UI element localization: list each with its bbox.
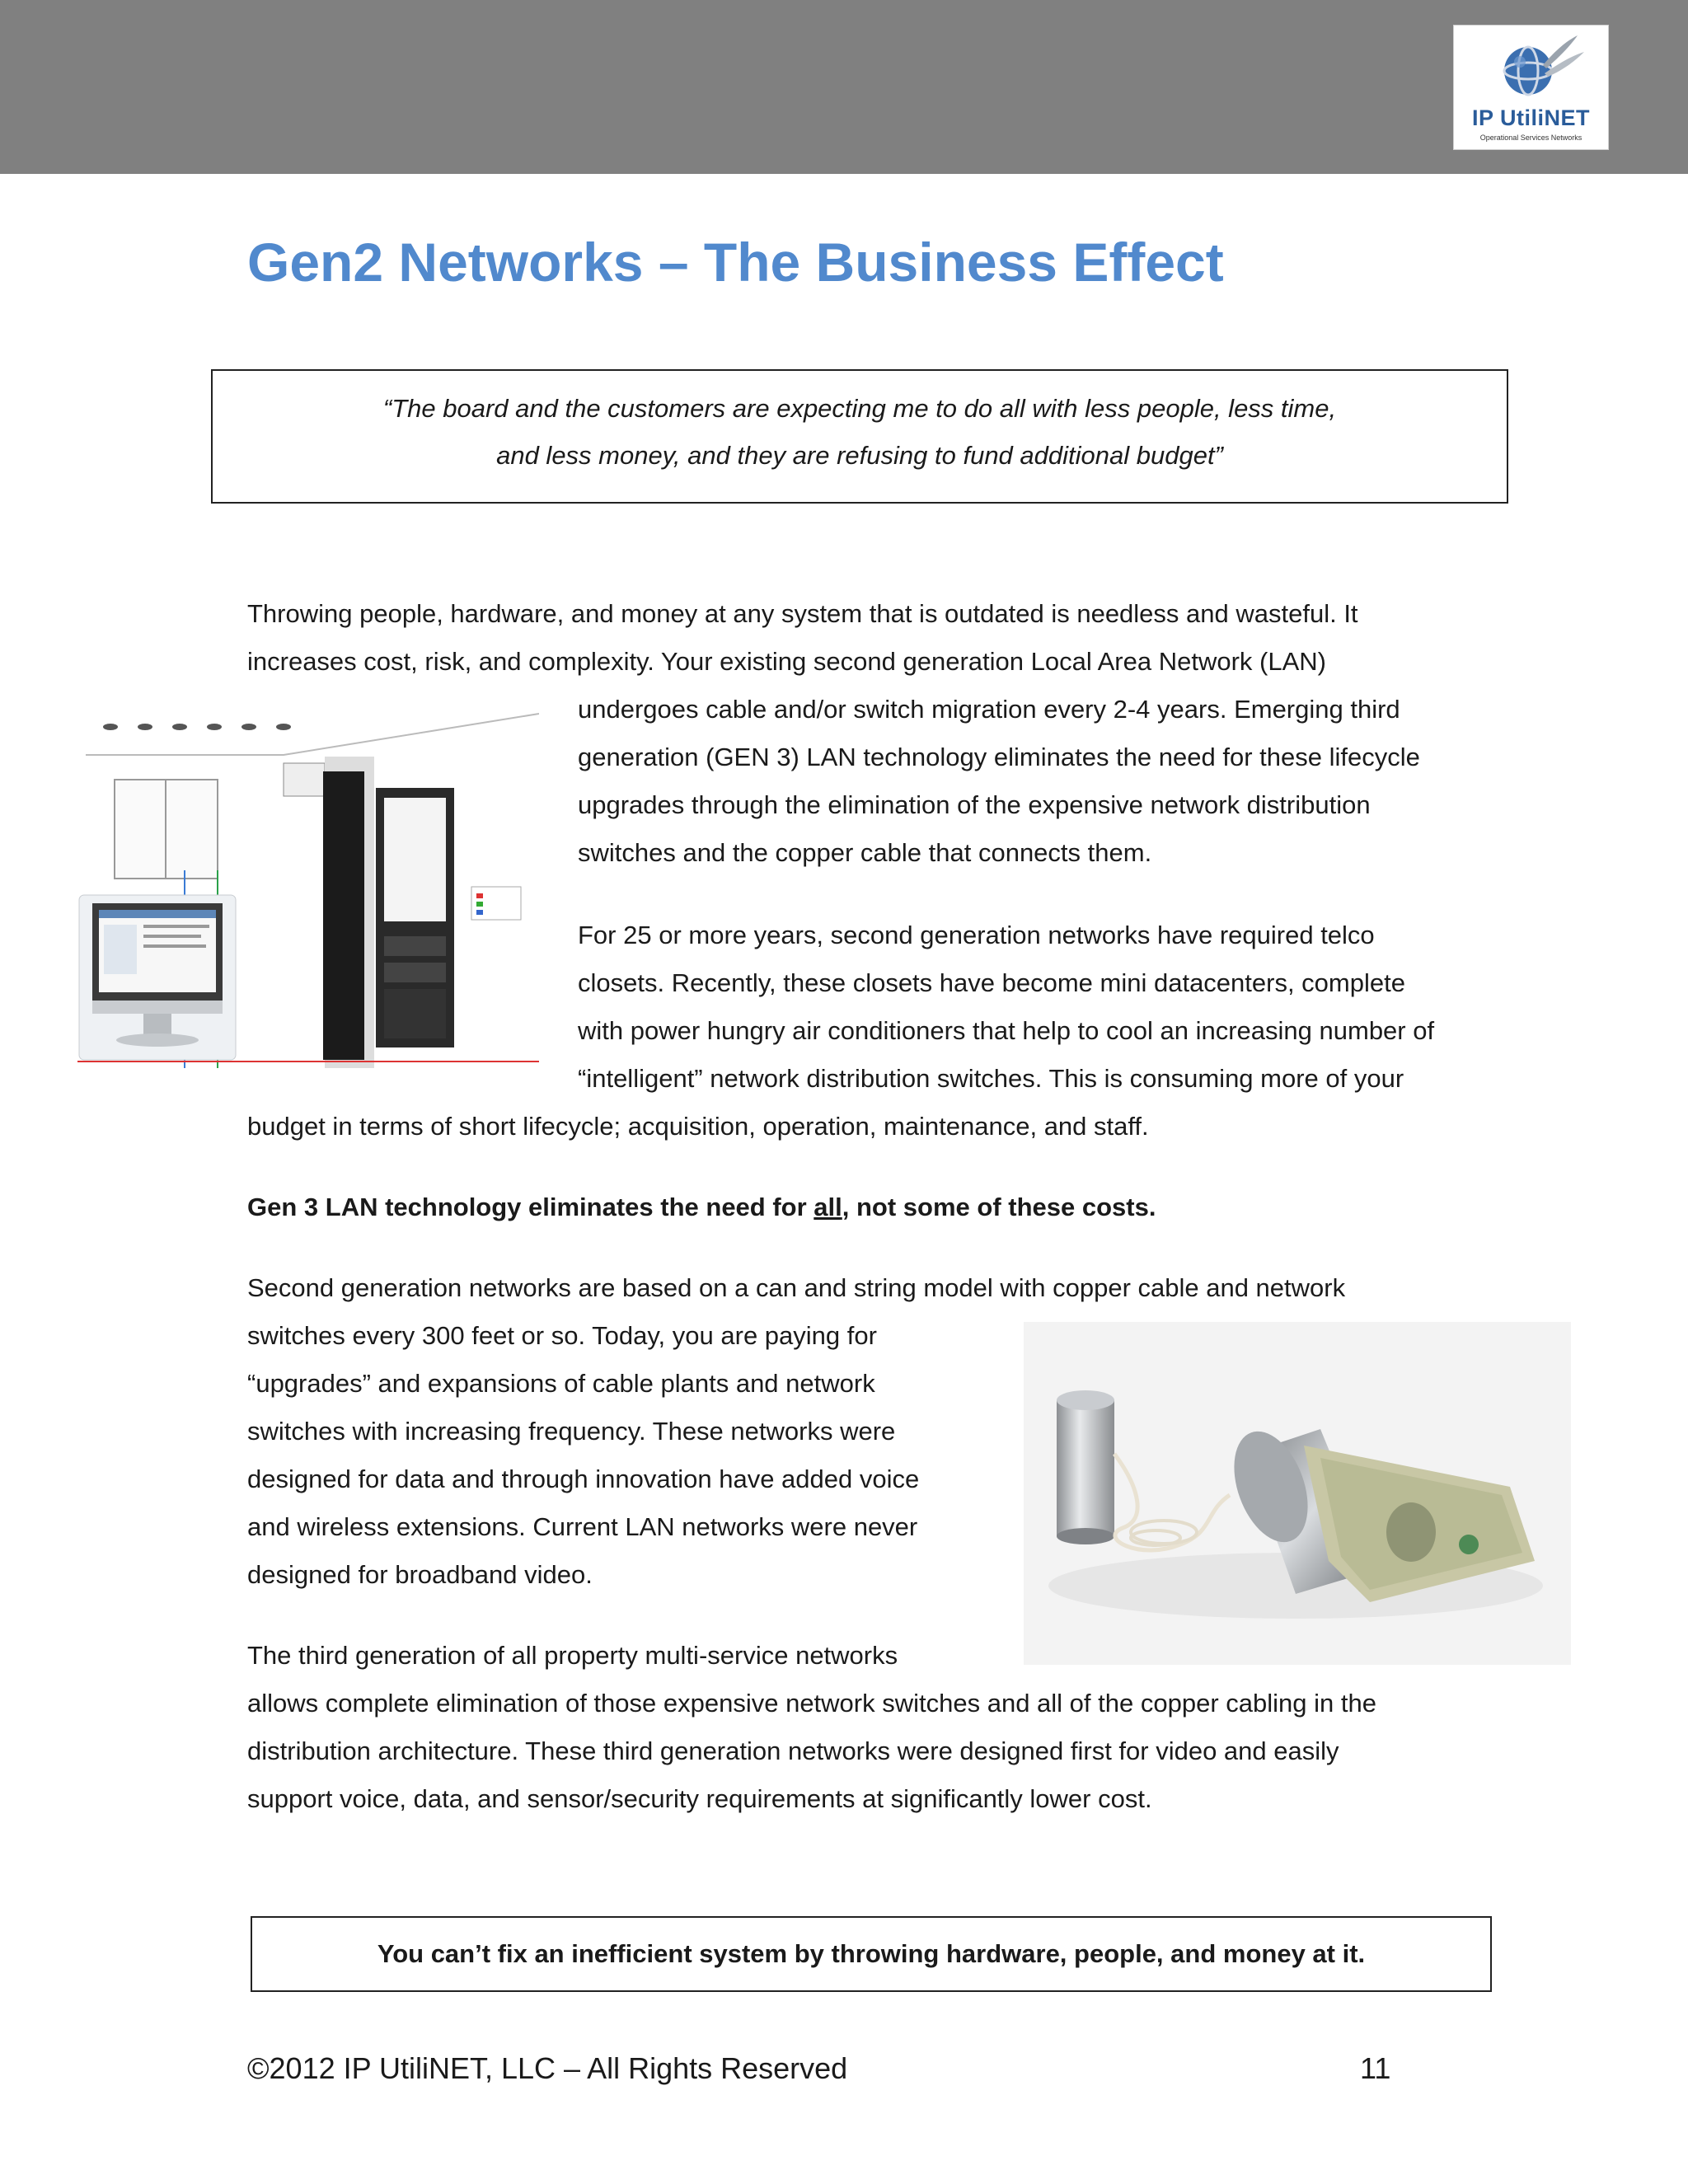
body-line: switches and the copper cable that connects them. [578,838,1152,867]
page-number: 11 [1360,2051,1391,2085]
body-line: switches with increasing frequency. These networks were [247,1417,896,1446]
body-line: support voice, data, and sensor/security requirements at significantly lower cost. [247,1784,1152,1813]
body-line: increases cost, risk, and complexity. Your existing second generation Local Area Network (LAN) [247,647,1326,676]
globe-logo-icon [1454,26,1610,108]
body-line: with power hungry air conditioners that help to cool an increasing number of [578,1016,1435,1045]
body-line: allows complete elimination of those expensive network switches and all of the copper cabling in the [247,1689,1376,1718]
body-line: generation (GEN 3) LAN technology eliminates the need for these lifecycle [578,743,1420,771]
body-line: distribution architecture. These third generation networks were designed first for video and easily [247,1736,1339,1765]
body-line: The third generation of all property multi-service networks [247,1641,898,1670]
body-line: “intelligent” network distribution switches. This is consuming more of your [578,1064,1404,1093]
body-line: For 25 or more years, second generation networks have required telco [578,921,1375,949]
quote-box [211,369,1508,504]
quote-line-1: “The board and the customers are expecting me to do all with less people, less time, [382,394,1337,423]
body-line: and wireless extensions. Current LAN networks were never [247,1512,918,1541]
company-logo [1453,25,1609,150]
quote-line-2: and less money, and they are refusing to fund additional budget” [496,441,1223,470]
emphasis-text: , not some of these costs. [842,1193,1156,1221]
body-line: designed for data and through innovation have added voice [247,1465,920,1493]
network-closet-illustration [77,705,539,1068]
tin-can-money-photo [1024,1322,1571,1665]
callout-box [251,1916,1492,1992]
body-line: undergoes cable and/or switch migration every 2-4 years. Emerging third [578,695,1400,724]
footer-copyright: ©2012 IP UtiliNET, LLC – All Rights Reserved [247,2051,848,2085]
body-line: Second generation networks are based on a can and string model with copper cable and network [247,1273,1346,1302]
body-line: “upgrades” and expansions of cable plants and network [247,1369,875,1398]
logo-tagline: Operational Services Networks [1479,134,1582,142]
emphasis-underlined: all [814,1193,842,1221]
body-line: budget in terms of short lifecycle; acquisition, operation, maintenance, and staff. [247,1112,1149,1141]
body-line: switches every 300 feet or so. Today, you are paying for [247,1321,877,1350]
body-line: Throwing people, hardware, and money at any system that is outdated is needless and wasteful. It [247,599,1358,628]
header-bar [0,0,1688,174]
body-line: closets. Recently, these closets have become mini datacenters, complete [578,968,1405,997]
callout-text: You can’t fix an inefficient system by throwing hardware, people, and money at it. [377,1939,1366,1968]
body-line: designed for broadband video. [247,1560,593,1589]
logo-name: IP UtiliNET [1471,105,1591,130]
emphasis-text: Gen 3 LAN technology eliminates the need for [247,1193,814,1221]
emphasis-line [247,1192,1156,1223]
page-title: Gen2 Networks – The Business Effect [247,232,1224,293]
body-line: upgrades through the elimination of the expensive network distribution [578,790,1371,819]
